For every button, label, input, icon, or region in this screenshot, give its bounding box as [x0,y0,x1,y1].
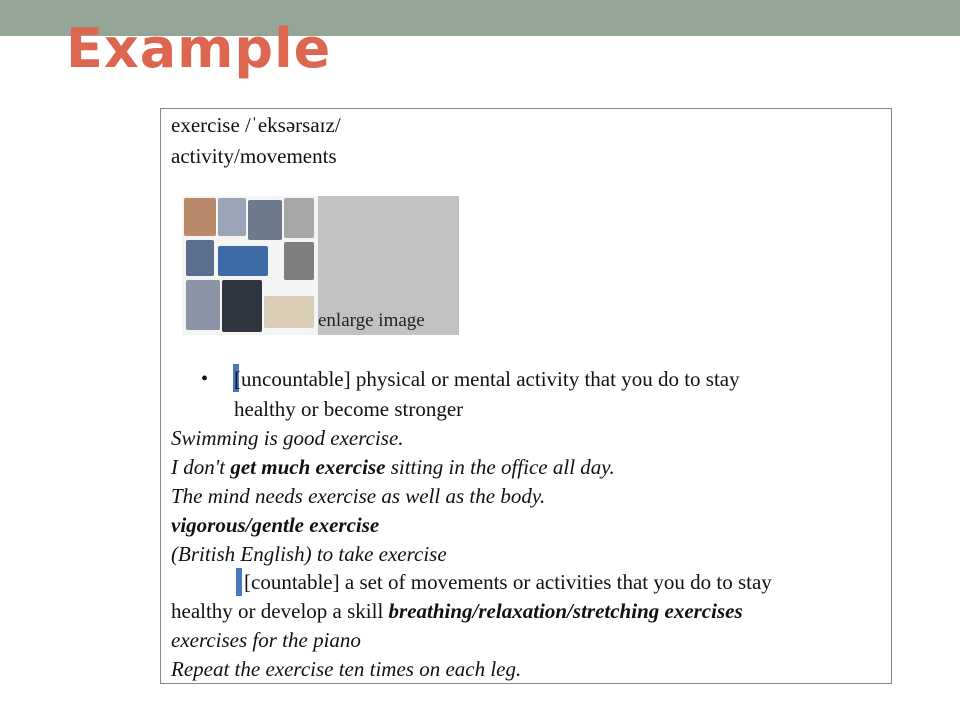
example-line: exercises for the piano [171,628,361,652]
dictionary-entry-frame [160,108,892,684]
sense1-line2: healthy or become stronger [234,397,464,421]
sense1-line1: [uncountable] physical or mental activity that you do to stay [234,367,740,391]
exercise-collage-photos [182,196,318,335]
entry-gloss: activity/movements [171,144,337,168]
sense2-line1: [countable] a set of movements or activities that you do to stay [244,570,772,594]
sense2-line2: healthy or develop a skill breathing/relaxation/stretching exercises [171,599,743,623]
exercise-collage-image[interactable] [182,196,459,335]
example-line: The mind needs exercise as well as the body. [171,484,546,508]
sense1-bullet: • [201,368,209,390]
example-line: I don't get much exercise sitting in the office all day. [171,455,615,479]
enlarge-image-link[interactable]: enlarge image [318,310,425,331]
example-line: vigorous/gentle exercise [171,513,380,537]
example-line: (British English) to take exercise [171,542,447,566]
headword-pronunciation: exercise /ˈeksərsaɪz/ [171,113,341,137]
example-line: Repeat the exercise ten times on each leg. [171,657,522,681]
sense1-definition [234,364,740,424]
sense2-marker [236,568,242,596]
example-line: Swimming is good exercise. [171,426,404,450]
slide-title: Example [66,17,332,80]
